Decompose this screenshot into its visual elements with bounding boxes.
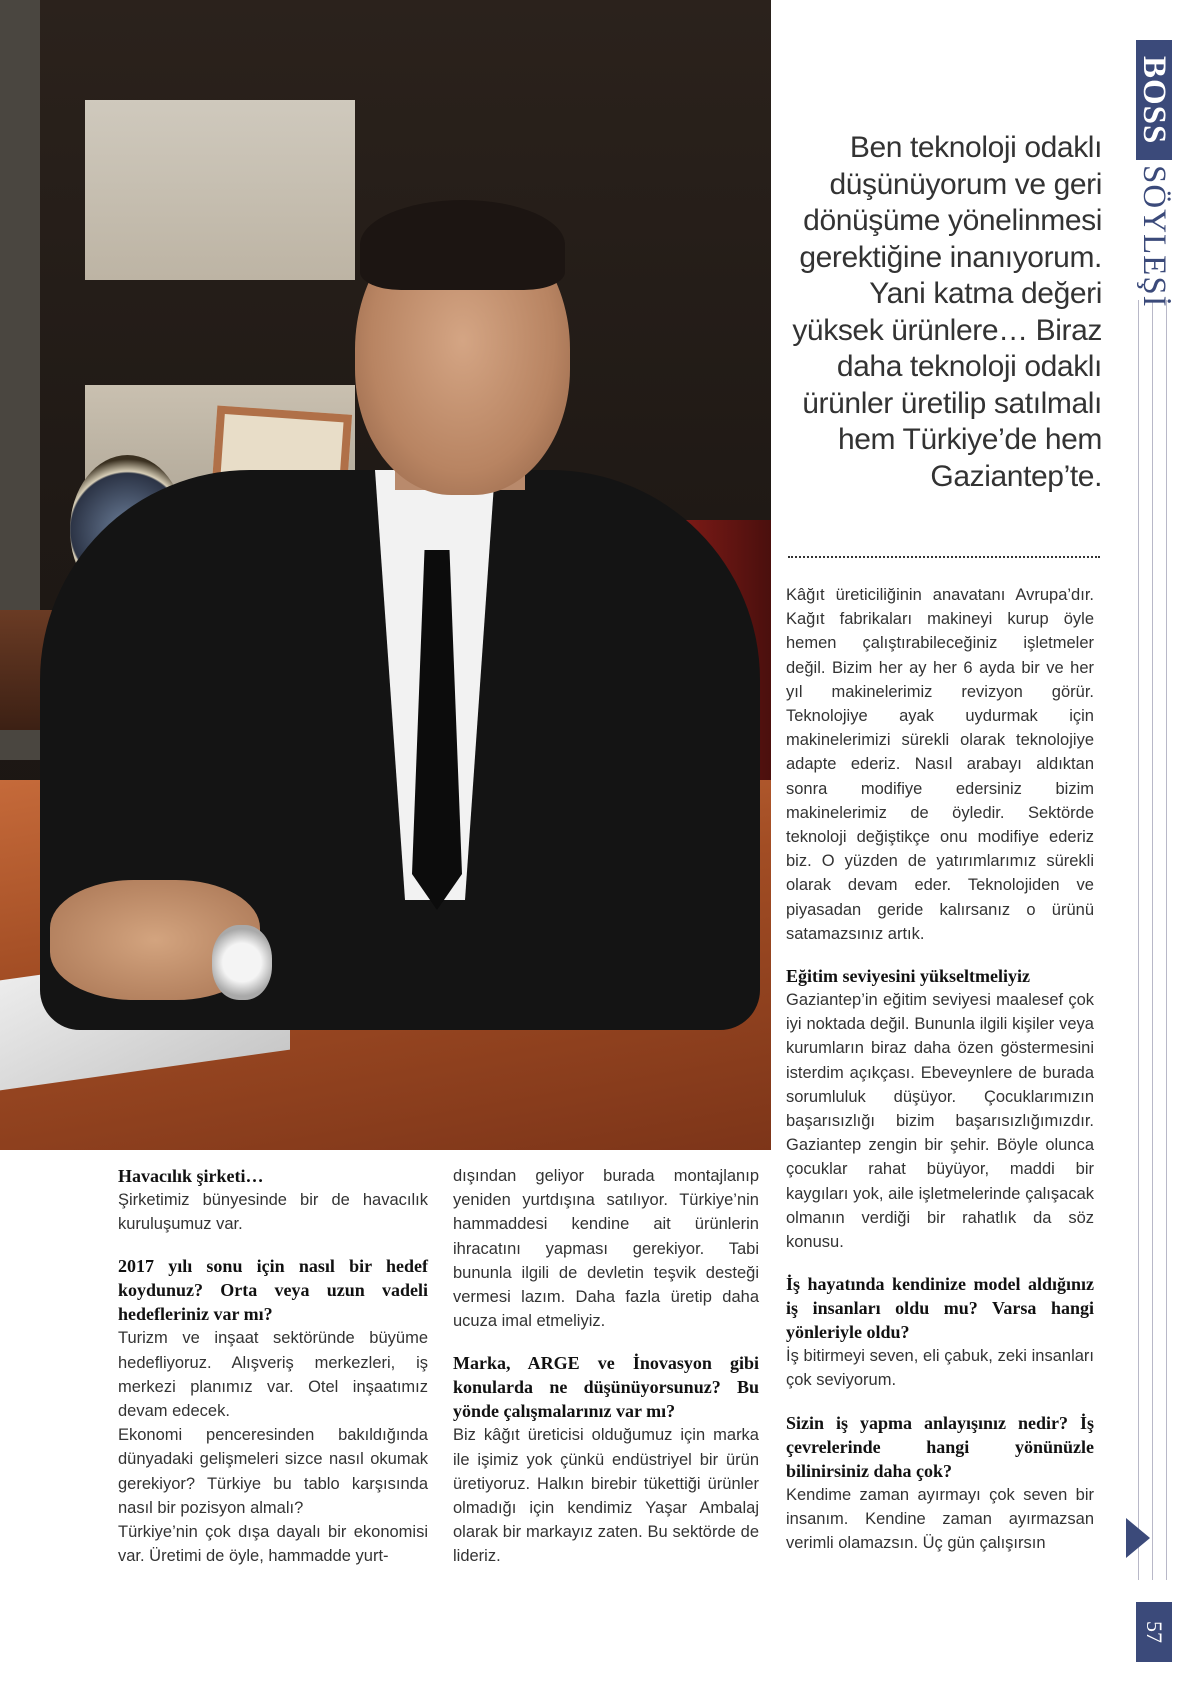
paragraph: Turizm ve inşaat sektöründe büyüme hedefliyoruz. Alışveriş merkezleri, iş merkezi planımız var. Otel inşaatımız devam edecek. [118, 1329, 428, 1421]
paragraph: dışından geliyor burada montajlanıp yeniden yurtdışına satılıyor. Türkiye’nin hammaddesi kendine ait ürünlerin ihracatını yapması gerekiyor. Tabi bununla ilgili de devletin teşvik desteği vermesi lazım. Daha fazla üretip daha ucuza imal etmeliyiz. [453, 1167, 759, 1331]
shelf-upper [85, 100, 355, 280]
paragraph: Kendime zaman ayırmayı çok seven bir insanım. Kendine zaman ayırmazsan verimli olamazsın. Üç gün çalışırsın [786, 1485, 1094, 1553]
rule-line [1152, 300, 1153, 1580]
paragraph: Şirketimiz bünyesinde bir de havacılık kuruluşumuz var. [118, 1191, 428, 1234]
text-column-3 [786, 583, 1094, 1555]
paragraph: Biz kâğıt üreticisi olduğumuz için marka ile işimiz yok çünkü endüstriyel bir ürün üretiyoruz. Halkın birebir tükettiği ürünler olmadığı için kendimiz Yaşar Ambalaj olarak bir markayız zaten. Bu sektörde de lideriz. [453, 1426, 759, 1566]
rule-line [1138, 300, 1139, 1580]
divider [788, 556, 1100, 558]
portrait-photo [0, 0, 771, 1150]
question: Marka, ARGE ve İnovasyon gibi konularda ne düşünüyorsunuz? Bu yönde çalışmalarınız var mı? [453, 1353, 759, 1422]
paragraph: Gaziantep’in eğitim seviyesi maalesef çok iyi noktada değil. Bununla ilgili kişiler veya kurumların biraz daha özen göstermesini isterdim açıkçası. Ebeveynlere de burada sorumluluk düşüyor. Çocuklarımızın başarısızlığı bizim başarısızlığımızdır. Gaziantep zengin bir şehir. Böyle olunca çocuklar rahat büyüyor, maddi bir kaygıları yok, aile işletmelerinde çalışacak olmanın verdiği bir rahatlık da söz konusu. [786, 991, 1094, 1252]
section-label: SÖYLEŞİ [1136, 165, 1172, 308]
pull-quote: Ben teknoloji odaklı düşünüyorum ve geri dönüşüme yönelinmesi gerektiğine inanıyorum. Yani katma değeri yüksek ürünlere… Biraz daha teknoloji odaklı ürünler üretilip satılmalı hem Türkiye’de hem Gaziantep’te. [792, 131, 1102, 493]
heading: Havacılık şirketi… [118, 1166, 264, 1186]
triangle-marker-icon [1126, 1518, 1150, 1558]
question: İş hayatında kendinize model aldığınız iş insanları oldu mu? Varsa hangi yönleriyle oldu? [786, 1274, 1094, 1343]
question: Sizin iş yapma anlayışınız nedir? İş çevrelerinde hangi yönünüzle bilinirsiniz daha çok? [786, 1412, 1094, 1481]
watch [212, 925, 272, 1000]
question: 2017 yılı sonu için nasıl bir hedef koydunuz? Orta veya uzun vadeli hedefleriniz var mı? [118, 1256, 428, 1325]
brand-label: BOSS [1136, 40, 1172, 160]
paragraph: İş bitirmeyi seven, eli çabuk, zeki insanları çok seviyorum. [786, 1347, 1094, 1390]
heading: Eğitim seviyesini yükseltmeliyiz [786, 966, 1030, 987]
hair [360, 200, 565, 290]
rule-line [1166, 300, 1167, 1580]
page-number: 57 [1136, 1602, 1172, 1662]
paragraph: Türkiye’nin çok dışa dayalı bir ekonomisi var. Üretimi de öyle, hammadde yurt- [118, 1523, 428, 1566]
paragraph: Ekonomi penceresinden bakıldığında dünyadaki gelişmeleri sizce nasıl okumak gerekiyor? Türkiye bu tablo karşısında nasıl bir pozisyon almalı? [118, 1426, 428, 1517]
text-column-1 [118, 1164, 428, 1568]
text-column-2 [453, 1164, 759, 1569]
paragraph: Kâğıt üreticiliğinin anavatanı Avrupa’dır. Kağıt fabrikaları makineyi kurup öyle hemen çalıştırabileceğiniz işletmeler değil. Bizim her ay her 6 ayda bir ve her yıl makinelerimiz revizyon görür. Teknolojiye ayak uydurmak için makinelerimizi sürekli olarak teknolojiye adapte ederiz. Nasıl arabayı aldıktan sonra modifiye edersiniz bizim makinelerimiz de öyledir. Sektörde teknoloji değiştikçe onu modifiye ederiz biz. O yüzden de yatırımlarımız sürekli olarak devam eder. Teknolojiden ve piyasadan geride kalırsanız o ürünü satamazsınız artık. [786, 586, 1094, 943]
